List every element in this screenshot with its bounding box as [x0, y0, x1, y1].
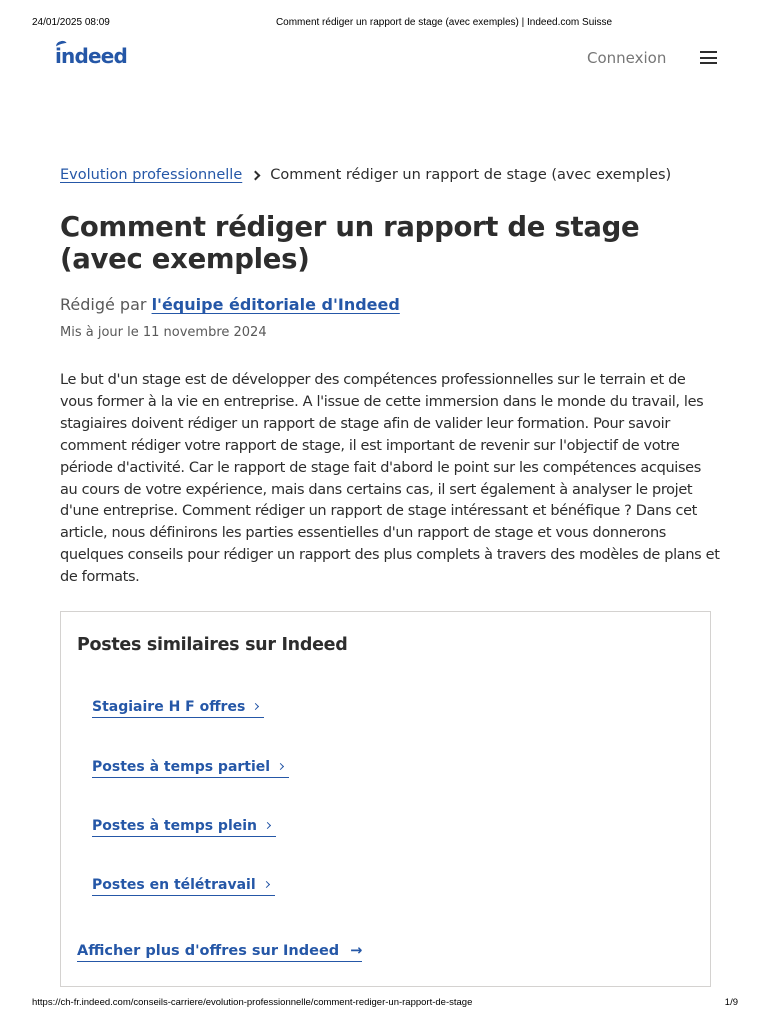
chevron-right-icon — [252, 703, 259, 710]
print-footer — [0, 997, 768, 1011]
more-jobs-label: Afficher plus d'offres sur Indeed — [77, 943, 340, 959]
intro-paragraph: Le but d'un stage est de développer des compétences professionnelles sur le terrain et de vous former à la vie en entreprise. A l'issue de cette immersion dans le monde du travail, les stagiaires doivent rédiger un rapport de stage afin de valider leur formation. Pour savoir comment rédiger votre rapport de stage, il est important de revenir sur l'objectif de votre période d'activité. Car le rapport de stage fait d'abord le point sur les compétences acquises au cours de votre expérience, mais dans certains cas, il sert également à analyser le projet d'une entreprise. Comment rédiger un rapport de stage intéressant et bénéfique ? Dans cet article, nous définirons les parties essentielles d'un rapport de stage et vous donnerons quelques conseils pour rédiger un rapport des plus complets à travers des modèles de plans et de formats. — [60, 372, 720, 586]
related-job-label: Postes à temps partiel — [92, 759, 271, 775]
login-link[interactable]: Connexion — [587, 49, 667, 67]
more-jobs-link[interactable] — [77, 943, 362, 962]
page-title: Comment rédiger un rapport de stage (avec exemples) — [60, 211, 640, 275]
print-header — [0, 17, 768, 31]
related-job-label: Postes à temps plein — [92, 818, 258, 834]
byline — [60, 295, 400, 314]
updated-date: Mis à jour le 11 novembre 2024 — [60, 325, 267, 340]
top-navigation-bar — [0, 44, 768, 74]
chevron-right-icon — [277, 763, 284, 770]
breadcrumb-current: Comment rédiger un rapport de stage (avec exemples) — [270, 167, 672, 183]
arrow-right-icon: → — [350, 943, 363, 959]
indeed-logo[interactable] — [55, 44, 127, 68]
print-url: https://ch-fr.indeed.com/conseils-carriere/evolution-professionnelle/comment-rediger-un-rapport-de-stage — [32, 997, 473, 1008]
chevron-right-icon — [263, 881, 270, 888]
byline-prefix: Rédigé par — [60, 295, 152, 314]
related-job-label: Stagiaire H F offres — [92, 699, 246, 715]
related-job-link[interactable] — [92, 759, 289, 778]
print-doc-title: Comment rédiger un rapport de stage (avec exemples) | Indeed.com Suisse — [275, 17, 613, 28]
hamburger-menu-icon[interactable] — [700, 51, 717, 64]
related-jobs-box — [60, 611, 711, 987]
related-job-link[interactable] — [92, 877, 275, 896]
breadcrumb-parent-link[interactable]: Evolution professionnelle — [60, 167, 243, 183]
breadcrumb — [60, 164, 730, 186]
logo-text: indeed — [55, 44, 128, 68]
related-job-label: Postes en télétravail — [92, 877, 256, 893]
related-job-link[interactable] — [92, 699, 264, 718]
related-job-link[interactable] — [92, 818, 276, 837]
chevron-right-icon — [264, 822, 271, 829]
related-jobs-title: Postes similaires sur Indeed — [77, 635, 348, 655]
print-date: 24/01/2025 08:09 — [32, 17, 110, 28]
print-page-number: 1/9 — [724, 997, 738, 1008]
chevron-right-icon — [251, 170, 261, 180]
author-link[interactable]: l'équipe éditoriale d'Indeed — [151, 295, 400, 314]
